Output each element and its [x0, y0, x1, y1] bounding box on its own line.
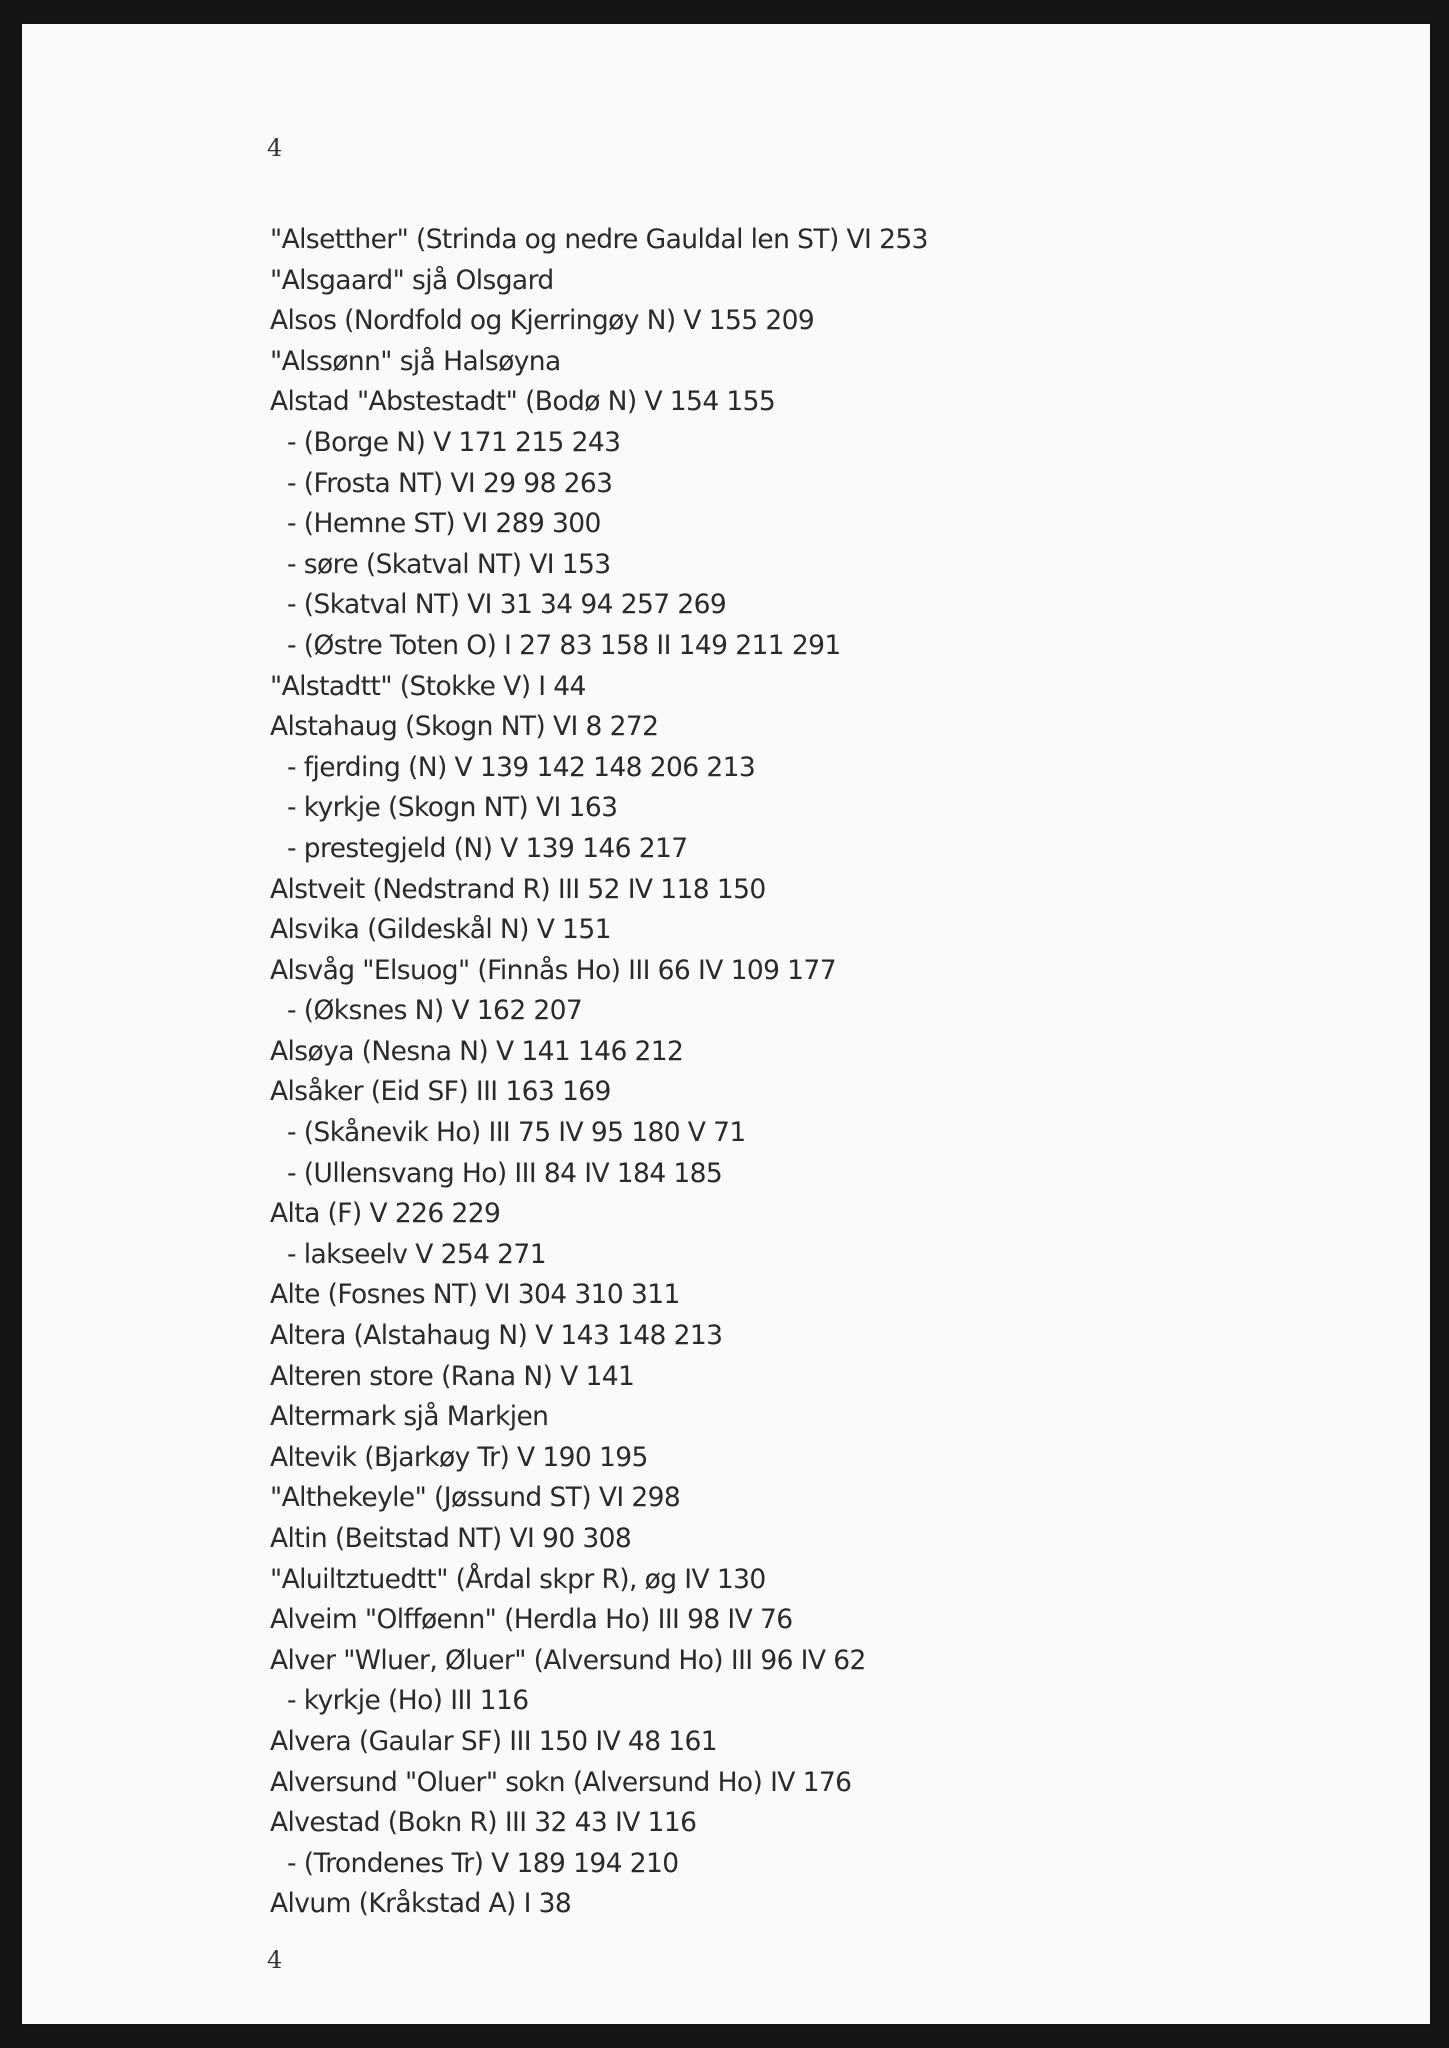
- index-entry: Alsvåg "Elsuog" (Finnås Ho) III 66 IV 109 177: [270, 954, 836, 986]
- index-entry: Alvera (Gaular SF) III 150 IV 48 161: [270, 1725, 718, 1757]
- index-entry: Altermark sjå Markjen: [270, 1401, 549, 1433]
- index-subentry: - fjerding (N) V 139 142 148 206 213: [287, 751, 756, 783]
- index-entry: Alsåker (Eid SF) III 163 169: [270, 1076, 611, 1108]
- index-subentry: - (Skånevik Ho) III 75 IV 95 180 V 71: [287, 1117, 746, 1149]
- page-number-top: 4: [267, 134, 283, 162]
- index-subentry: - prestegjeld (N) V 139 146 217: [287, 832, 688, 864]
- index-entry: Alstahaug (Skogn NT) VI 8 272: [270, 711, 659, 743]
- index-entry: Alversund "Oluer" sokn (Alversund Ho) IV 176: [270, 1766, 852, 1798]
- index-entry: "Alssønn" sjå Halsøyna: [270, 345, 561, 377]
- index-entry: Alte (Fosnes NT) VI 304 310 311: [270, 1279, 680, 1311]
- index-subentry: - lakseelv V 254 271: [287, 1238, 546, 1270]
- index-subentry: - (Øksnes N) V 162 207: [287, 995, 583, 1027]
- index-entry: Altevik (Bjarkøy Tr) V 190 195: [270, 1441, 648, 1473]
- index-entry: Alstad "Abstestadt" (Bodø N) V 154 155: [270, 386, 776, 418]
- index-entry: Alvum (Kråkstad A) I 38: [270, 1888, 572, 1920]
- index-entry: Alta (F) V 226 229: [270, 1198, 501, 1230]
- index-subentry: - (Ullensvang Ho) III 84 IV 184 185: [287, 1157, 723, 1189]
- index-subentry: - kyrkje (Skogn NT) VI 163: [287, 792, 618, 824]
- index-subentry: - (Frosta NT) VI 29 98 263: [287, 467, 613, 499]
- index-entry: "Althekeyle" (Jøssund ST) VI 298: [270, 1482, 681, 1514]
- index-subentry: - (Hemne ST) VI 289 300: [287, 508, 601, 540]
- index-entry: Alver "Wluer, Øluer" (Alversund Ho) III 96 IV 62: [270, 1644, 866, 1676]
- index-entry: "Aluiltztuedtt" (Årdal skpr R), øg IV 130: [270, 1563, 766, 1595]
- index-entry: Alsvika (Gildeskål N) V 151: [270, 914, 611, 946]
- index-entry: "Alsgaard" sjå Olsgard: [270, 264, 554, 296]
- index-subentry: - søre (Skatval NT) VI 153: [287, 548, 611, 580]
- page-number-bottom: 4: [267, 1946, 283, 1974]
- index-entry: Altera (Alstahaug N) V 143 148 213: [270, 1320, 723, 1352]
- document-page: [22, 24, 1430, 2024]
- index-entry: Alstveit (Nedstrand R) III 52 IV 118 150: [270, 873, 766, 905]
- index-entry: "Alsetther" (Strinda og nedre Gauldal len ST) VI 253: [270, 224, 928, 255]
- index-entry: Altin (Beitstad NT) VI 90 308: [270, 1523, 632, 1554]
- index-entry: Alteren store (Rana N) V 141: [270, 1360, 635, 1392]
- index-entry: Alvestad (Bokn R) III 32 43 IV 116: [270, 1807, 697, 1839]
- index-subentry: - kyrkje (Ho) III 116: [287, 1685, 529, 1717]
- index-entry: Alsos (Nordfold og Kjerringøy N) V 155 209: [270, 305, 815, 337]
- index-entry: "Alstadtt" (Stokke V) I 44: [270, 670, 586, 702]
- index-subentry: - (Borge N) V 171 215 243: [287, 426, 621, 458]
- index-entry-list: [270, 220, 928, 1925]
- index-entry: Alveim "Olfføenn" (Herdla Ho) III 98 IV 76: [270, 1604, 793, 1636]
- index-subentry: - (Østre Toten O) I 27 83 158 II 149 211 291: [287, 629, 841, 661]
- index-subentry: - (Trondenes Tr) V 189 194 210: [287, 1847, 679, 1879]
- index-subentry: - (Skatval NT) VI 31 34 94 257 269: [287, 589, 727, 621]
- index-entry: Alsøya (Nesna N) V 141 146 212: [270, 1035, 684, 1067]
